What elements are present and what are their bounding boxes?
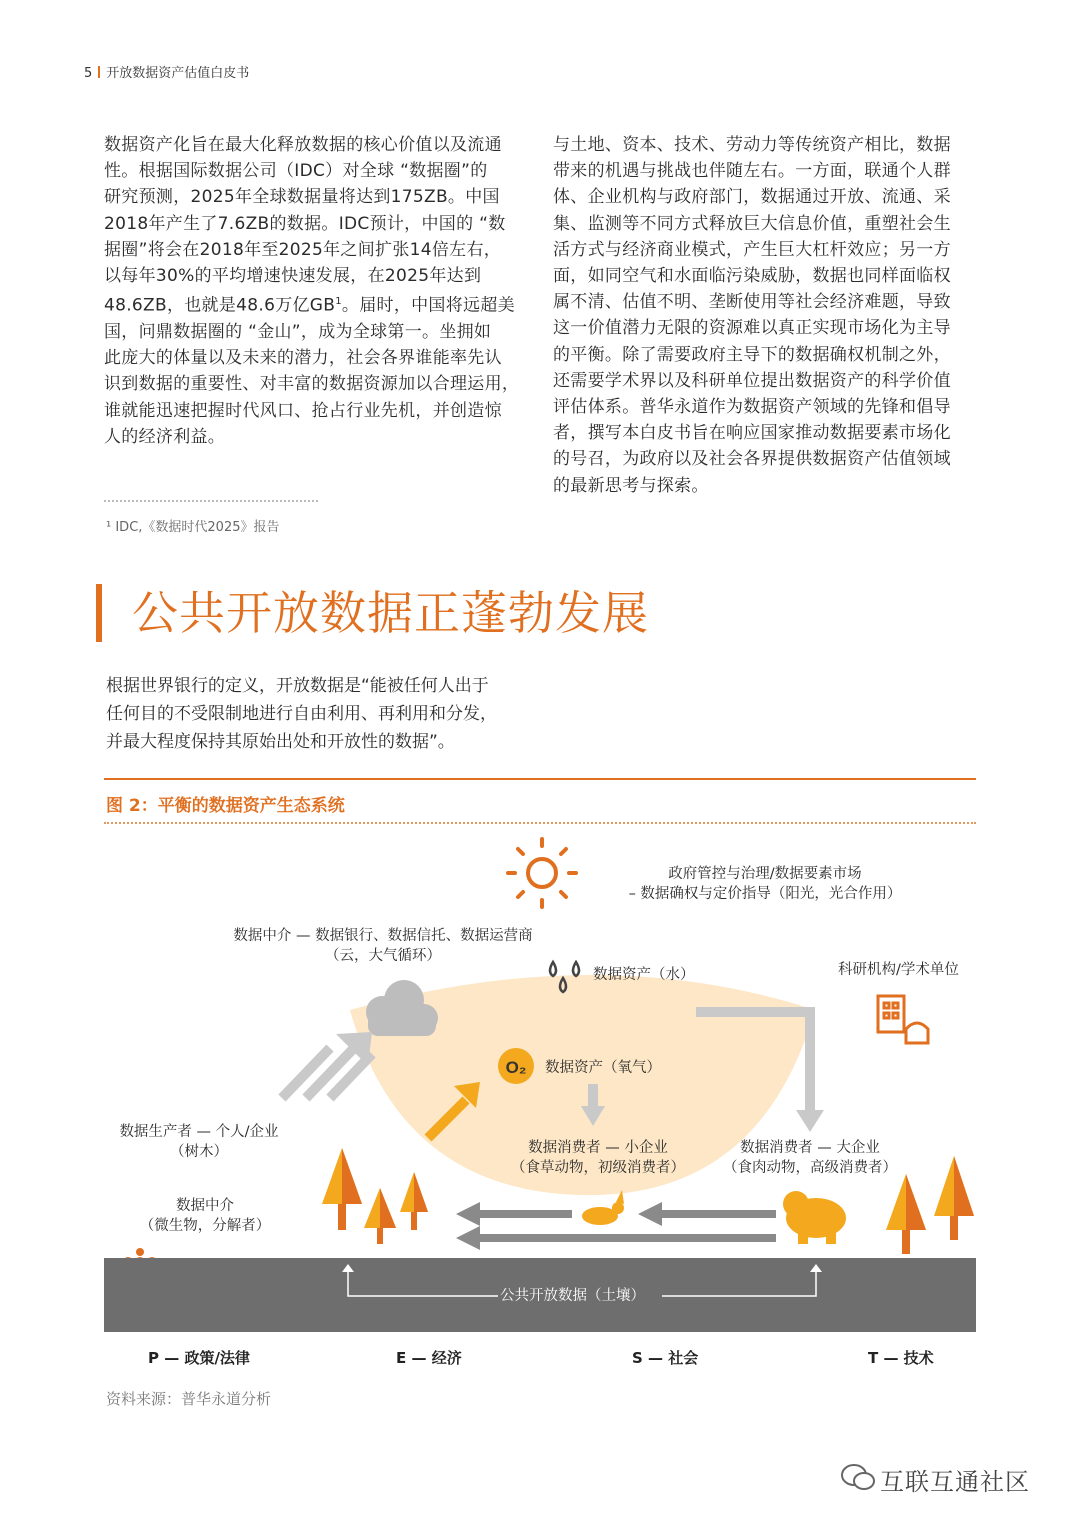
producer-line: 数据生产者 — 个人/企业 — [119, 1124, 279, 1140]
decomposer-label — [120, 1196, 290, 1236]
trees-left-icon — [322, 1148, 428, 1244]
left-line: 识到数据的重要性、对丰富的数据资源加以合理运用， — [104, 374, 520, 395]
brand-watermark: 互联互通社区 — [880, 1468, 1030, 1496]
right-line: 集、监测等不同方式释放巨大信息价值，重塑社会生 — [553, 213, 951, 234]
large-consumer-label — [710, 1138, 910, 1178]
sun-icon — [508, 839, 576, 907]
left-line: 以每年30%的平均增速快速发展，在2025年达到 — [104, 266, 482, 287]
page-number: 5 — [84, 66, 93, 81]
left-line: 数据资产化旨在最大化释放数据的核心价值以及流通 — [104, 135, 502, 155]
left-line: 研究预测，2025年全球数据量将达到175ZB。中国 — [104, 187, 500, 208]
figure-dotted-rule — [104, 822, 976, 824]
research-arrowhead — [796, 1110, 824, 1132]
producer-label — [104, 1122, 294, 1162]
large-consumer-line: 数据消费者 — 大企业 — [740, 1140, 880, 1156]
left-line-part: 48.6ZB，也就是48.6万亿GB — [104, 295, 336, 316]
right-line: 还需要学术界以及科研单位提出数据资产的科学价值 — [553, 370, 951, 391]
header-divider — [98, 66, 100, 78]
footnote: ¹ IDC,《数据时代2025》报告 — [106, 520, 280, 535]
government-label — [600, 864, 930, 904]
small-consumer-line: 数据消费者 — 小企业 — [528, 1140, 668, 1156]
decomposer-line: 数据中介 — [176, 1198, 234, 1214]
pest-society: S — 社会 — [632, 1349, 699, 1367]
pest-technology: T — 技术 — [868, 1349, 934, 1367]
left-line: 据圈”将会在2018年至2025年之间扩张14倍左右， — [104, 239, 502, 260]
rabbit-icon — [582, 1190, 624, 1225]
definition-line: 并最大程度保持其原始出处和开放性的数据”。 — [106, 732, 455, 752]
government-line: – 数据确权与定价指导（阳光，光合作用） — [628, 886, 902, 902]
left-line: 2018年产生了7.6ZB的数据。IDC预计，中国的 “数 — [104, 213, 506, 234]
left-line: 谁就能迅速把握时代风口、抢占行业先机，并创造惊 — [104, 400, 502, 421]
intermediary-line: 数据中介 — 数据银行、数据信托、数据运营商 — [233, 928, 533, 944]
left-column-text — [104, 132, 532, 450]
right-line: 活方式与经济商业模式，产生巨大杠杆效应；另一方 — [553, 239, 951, 260]
figure-top-rule — [104, 778, 976, 780]
footnote-ref: 1 — [335, 296, 342, 308]
government-line: 政府管控与治理/数据要素市场 — [668, 866, 862, 882]
footnote-divider — [104, 500, 318, 502]
running-header — [84, 62, 249, 81]
right-line: 评估体系。普华永道作为数据资产领域的先锋和倡导 — [553, 397, 951, 418]
right-line: 的最新思考与探索。 — [553, 475, 709, 496]
section-title-bar — [96, 584, 102, 642]
right-line: 这一价值潜力无限的资源难以真正实现市场化为主导 — [553, 318, 951, 339]
wechat-icon — [840, 1462, 876, 1492]
intermediary-line: （云，大气循环） — [325, 948, 441, 964]
right-line: 体、企业机构与政府部门，数据通过开放、流通、采 — [553, 187, 951, 208]
right-line: 的号召，为政府以及社会各界提供数据资产估值领域 — [553, 449, 951, 470]
definition-line: 根据世界银行的定义，开放数据是“能被任何人出于 — [106, 676, 489, 696]
decomposer-line: （微生物，分解者） — [139, 1218, 271, 1234]
pest-economy: E — 经济 — [396, 1349, 462, 1367]
left-line — [104, 289, 532, 319]
right-column-text — [553, 132, 978, 499]
figure-title: 图 2：平衡的数据资产生态系统 — [106, 796, 345, 816]
figure-source: 资料来源：普华永道分析 — [106, 1390, 272, 1408]
left-line: 国，问鼎数据圈的 “金山”，成为全球第一。坐拥如 — [104, 322, 492, 343]
cloud-icon — [366, 980, 438, 1036]
producer-line: （树木） — [170, 1144, 228, 1160]
left-line-part: 。届时，中国将远超美 — [341, 295, 515, 316]
right-line: 属不清、估值不明、垄断使用等社会经济难题，导致 — [553, 292, 951, 313]
right-line: 与土地、资本、技术、劳动力等传统资产相比，数据 — [553, 135, 951, 155]
definition-line: 任何目的不受限制地进行自由利用、再利用和分发， — [106, 704, 497, 724]
right-line: 面，如同空气和水面临污染威胁，数据也同样面临权 — [553, 266, 951, 287]
definition-paragraph — [106, 672, 546, 756]
soil-label: 公共开放数据（土壤） — [500, 1288, 645, 1304]
right-line: 带来的机遇与挑战也伴随左右。一方面，联通个人群 — [553, 161, 951, 182]
section-title: 公共开放数据正蓬勃发展 — [132, 586, 649, 640]
left-line: 性。根据国际数据公司（IDC）对全球 “数据圈”的 — [104, 161, 488, 182]
document-title: 开放数据资产估值白皮书 — [106, 66, 250, 81]
left-line: 人的经济利益。 — [104, 426, 226, 447]
large-consumer-line: （食肉动物，高级消费者） — [723, 1160, 897, 1176]
small-consumer-line: （食草动物，初级消费者） — [511, 1160, 685, 1176]
right-line: 的平衡。除了需要政府主导下的数据确权机制之外， — [553, 344, 951, 365]
oxygen-symbol: O₂ — [505, 1058, 527, 1077]
small-consumer-label — [498, 1138, 698, 1178]
intermediary-cloud-label — [208, 926, 558, 966]
pest-politics: P — 政策/法律 — [148, 1349, 250, 1367]
water-label: 数据资产（水） — [593, 967, 695, 983]
building-icon — [878, 996, 928, 1043]
right-line: 者，撰写本白皮书旨在响应国家推动数据要素市场化 — [553, 423, 951, 444]
oxygen-label: 数据资产（氧气） — [545, 1060, 661, 1076]
bear-icon — [783, 1191, 846, 1244]
left-line: 此庞大的体量以及未来的潜力，社会各界谁能率先认 — [104, 348, 502, 369]
research-label: 科研机构/学术单位 — [838, 962, 959, 978]
